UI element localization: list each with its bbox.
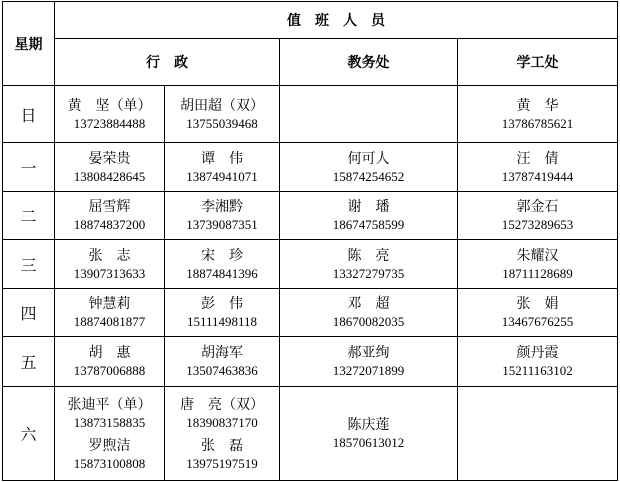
student-affairs-cell bbox=[458, 337, 618, 387]
staff-entry bbox=[165, 437, 279, 472]
admin-cell bbox=[55, 192, 165, 240]
weekday-cell: 二 bbox=[3, 192, 55, 240]
weekday-header: 星期 bbox=[3, 2, 55, 86]
staff-name: 胡田超（双） bbox=[180, 97, 264, 114]
staff-name: 胡海军 bbox=[201, 345, 243, 361]
staff-name: 彭 伟 bbox=[201, 296, 243, 312]
staff-name: 黄 坚（单） bbox=[67, 97, 152, 114]
staff-entry bbox=[458, 344, 617, 379]
student-affairs-cell bbox=[458, 86, 618, 143]
staff-entry bbox=[165, 344, 279, 379]
table-row bbox=[3, 289, 618, 337]
staff-phone: 15874254652 bbox=[332, 168, 405, 184]
staff-entry bbox=[55, 247, 164, 282]
staff-entry bbox=[280, 344, 457, 379]
staff-name: 谢 璠 bbox=[347, 199, 390, 215]
student-affairs-column-header: 学工处 bbox=[458, 39, 618, 86]
staff-phone: 13808428645 bbox=[73, 168, 146, 184]
admin-cell bbox=[165, 387, 280, 481]
staff-phone: 13975197519 bbox=[186, 455, 258, 471]
student-affairs-cell bbox=[458, 387, 618, 481]
admin-cell bbox=[55, 240, 165, 289]
admin-cell bbox=[55, 337, 165, 387]
staff-phone: 18874081877 bbox=[73, 314, 146, 329]
staff-name: 钟慧莉 bbox=[88, 296, 131, 312]
admin-cell bbox=[165, 143, 280, 192]
admin-cell bbox=[165, 240, 280, 289]
header-row-title bbox=[3, 2, 618, 39]
table-row bbox=[3, 192, 618, 240]
staff-phone: 15873100808 bbox=[73, 455, 146, 471]
admin-cell bbox=[55, 387, 165, 481]
student-affairs-cell bbox=[458, 143, 618, 192]
staff-name: 黄 华 bbox=[516, 97, 559, 114]
staff-phone: 18874837200 bbox=[73, 217, 146, 232]
staff-name: 谭 伟 bbox=[201, 150, 243, 167]
staff-entry bbox=[165, 150, 279, 185]
admin-cell bbox=[165, 192, 280, 240]
staff-entry bbox=[458, 198, 617, 233]
academic-affairs-cell bbox=[280, 143, 458, 192]
staff-name: 晏荣贵 bbox=[88, 150, 131, 167]
academic-affairs-cell bbox=[280, 192, 458, 240]
staff-name: 张 娟 bbox=[516, 296, 559, 312]
staff-phone: 18670082035 bbox=[332, 314, 405, 329]
staff-name: 李湘黔 bbox=[201, 199, 243, 215]
academic-affairs-cell bbox=[280, 387, 458, 481]
staff-name: 唐 亮（双） bbox=[180, 396, 264, 413]
weekday-cell: 五 bbox=[3, 337, 55, 387]
academic-affairs-cell bbox=[280, 337, 458, 387]
staff-name: 汪 倩 bbox=[516, 150, 559, 167]
admin-cell bbox=[165, 86, 280, 143]
duty-schedule-table bbox=[2, 1, 618, 481]
staff-entry bbox=[458, 150, 617, 185]
admin-cell bbox=[55, 86, 165, 143]
staff-entry bbox=[165, 247, 279, 282]
student-affairs-cell bbox=[458, 192, 618, 240]
staff-entry bbox=[280, 416, 457, 451]
academic-affairs-cell bbox=[280, 86, 458, 143]
staff-entry bbox=[280, 247, 457, 282]
staff-entry bbox=[165, 396, 279, 431]
table-row bbox=[3, 240, 618, 289]
staff-name: 宋 珍 bbox=[201, 247, 243, 264]
staff-phone: 13467676255 bbox=[501, 314, 574, 329]
admin-cell bbox=[55, 289, 165, 337]
header-row-departments bbox=[3, 39, 618, 86]
table-body bbox=[3, 2, 618, 481]
staff-entry bbox=[280, 198, 457, 233]
admin-cell bbox=[55, 143, 165, 192]
staff-phone: 13787006888 bbox=[73, 363, 146, 378]
staff-phone: 13873158835 bbox=[73, 414, 146, 430]
staff-phone: 13787419444 bbox=[501, 168, 574, 184]
staff-phone: 13874941071 bbox=[186, 168, 258, 184]
weekday-cell: 三 bbox=[3, 240, 55, 289]
staff-name: 邓 超 bbox=[347, 296, 390, 312]
admin-column-header: 行 政 bbox=[55, 39, 280, 86]
weekday-cell: 六 bbox=[3, 387, 55, 481]
staff-phone: 18874841396 bbox=[186, 265, 258, 281]
staff-name: 张 志 bbox=[88, 247, 131, 264]
staff-name: 罗煦洁 bbox=[88, 437, 131, 454]
staff-name: 屈雪辉 bbox=[88, 199, 131, 215]
staff-entry bbox=[458, 247, 617, 282]
table-row bbox=[3, 337, 618, 387]
staff-entry bbox=[55, 198, 164, 233]
staff-phone: 13272071899 bbox=[332, 363, 405, 378]
staff-entry bbox=[55, 437, 164, 472]
student-affairs-cell bbox=[458, 289, 618, 337]
academic-affairs-cell bbox=[280, 289, 458, 337]
weekday-cell: 日 bbox=[3, 86, 55, 143]
staff-phone: 13507463836 bbox=[186, 363, 258, 378]
staff-name: 张迪平（单） bbox=[67, 396, 152, 413]
staff-phone: 13786785621 bbox=[501, 115, 574, 131]
staff-entry bbox=[280, 295, 457, 330]
academic-affairs-cell bbox=[280, 240, 458, 289]
staff-name: 郭金石 bbox=[516, 199, 559, 215]
staff-entry bbox=[55, 344, 164, 379]
staff-phone: 13739087351 bbox=[186, 217, 258, 232]
staff-name: 颜丹霞 bbox=[516, 345, 559, 361]
staff-entry bbox=[165, 295, 279, 330]
staff-phone: 13907313633 bbox=[73, 265, 146, 281]
staff-phone: 15211163102 bbox=[502, 363, 573, 378]
staff-phone: 15111498118 bbox=[186, 314, 258, 329]
staff-entry bbox=[55, 97, 164, 132]
weekday-cell: 四 bbox=[3, 289, 55, 337]
staff-phone: 18390837170 bbox=[186, 414, 258, 430]
table-row bbox=[3, 86, 618, 143]
staff-phone: 13755039468 bbox=[186, 115, 258, 131]
staff-phone: 15273289653 bbox=[501, 217, 574, 232]
staff-phone: 18711128689 bbox=[502, 265, 573, 281]
duty-staff-title: 值 班 人 员 bbox=[55, 2, 618, 39]
staff-name: 郝亚绚 bbox=[347, 345, 390, 361]
staff-name: 胡 惠 bbox=[88, 345, 131, 361]
admin-cell bbox=[165, 289, 280, 337]
staff-name: 张 磊 bbox=[201, 437, 243, 454]
table-row bbox=[3, 143, 618, 192]
staff-phone: 13327279735 bbox=[332, 265, 405, 281]
staff-entry bbox=[458, 97, 617, 132]
staff-phone: 13723884488 bbox=[73, 115, 146, 131]
staff-entry bbox=[458, 295, 617, 330]
staff-entry bbox=[55, 295, 164, 330]
staff-entry bbox=[55, 150, 164, 185]
table-row bbox=[3, 387, 618, 481]
staff-name: 朱耀汉 bbox=[516, 247, 559, 264]
academic-affairs-column-header: 教务处 bbox=[280, 39, 458, 86]
admin-cell bbox=[165, 337, 280, 387]
staff-entry bbox=[165, 198, 279, 233]
staff-name: 何可人 bbox=[347, 150, 390, 167]
staff-phone: 18570613012 bbox=[332, 435, 405, 450]
staff-entry bbox=[280, 150, 457, 185]
staff-entry bbox=[55, 396, 164, 431]
student-affairs-cell bbox=[458, 240, 618, 289]
staff-phone: 18674758599 bbox=[332, 217, 405, 232]
weekday-cell: 一 bbox=[3, 143, 55, 192]
staff-entry bbox=[165, 97, 279, 132]
staff-name: 陈 亮 bbox=[347, 247, 390, 264]
staff-name: 陈庆莲 bbox=[347, 417, 390, 433]
